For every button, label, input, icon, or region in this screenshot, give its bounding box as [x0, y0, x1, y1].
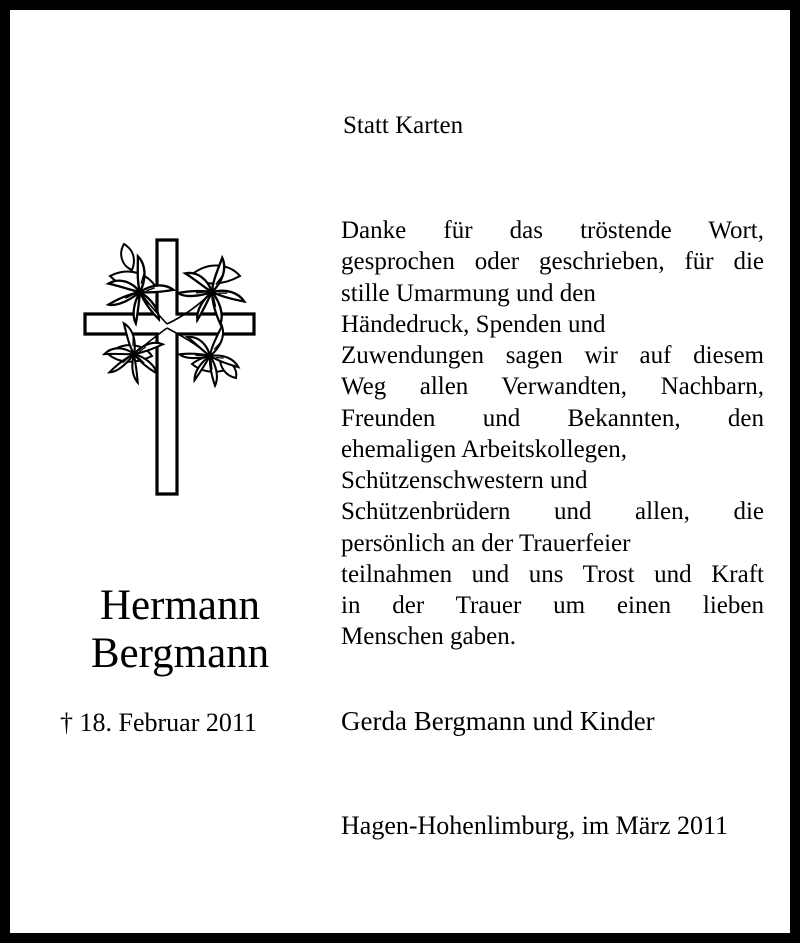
thank-you-text — [341, 215, 764, 653]
header-statt-karten: Statt Karten — [343, 112, 464, 139]
thank-you-line: Danke für das tröstende Wort, — [341, 217, 764, 244]
signature: Gerda Bergmann und Kinder — [341, 706, 655, 736]
thank-you-line: stille Umarmung und den — [341, 279, 596, 307]
thank-you-line: in der Trauer um einen lieben — [341, 592, 764, 619]
thank-you-line: Menschen gaben. — [341, 623, 516, 651]
thank-you-line: Zuwendungen sagen wir auf diesem — [341, 342, 764, 369]
thank-you-line: teilnahmen und uns Trost und Kraft — [341, 560, 764, 588]
thank-you-line: Schützenschwestern und — [341, 467, 588, 494]
deceased-last-name: Bergmann — [90, 630, 270, 677]
thank-you-line: Freunden und Bekannten, den — [341, 404, 764, 432]
thank-you-line: gesprochen oder geschrieben, für die — [341, 248, 764, 276]
cross-with-lilies-icon — [80, 236, 264, 498]
deceased-first-name: Hermann — [100, 582, 260, 629]
death-date: † 18. Februar 2011 — [60, 708, 257, 737]
thank-you-line: persönlich an der Trauerfeier — [341, 529, 631, 557]
deceased-name — [60, 582, 300, 678]
thank-you-line: Weg allen Verwandten, Nachbarn, — [341, 373, 764, 401]
thank-you-line: Händedruck, Spenden und — [341, 310, 606, 338]
thank-you-line: ehemaligen Arbeitskollegen, — [341, 435, 628, 463]
thank-you-line: Schützenbrüdern und allen, die — [341, 498, 764, 526]
place-date: Hagen-Hohenlimburg, im März 2011 — [341, 811, 729, 840]
